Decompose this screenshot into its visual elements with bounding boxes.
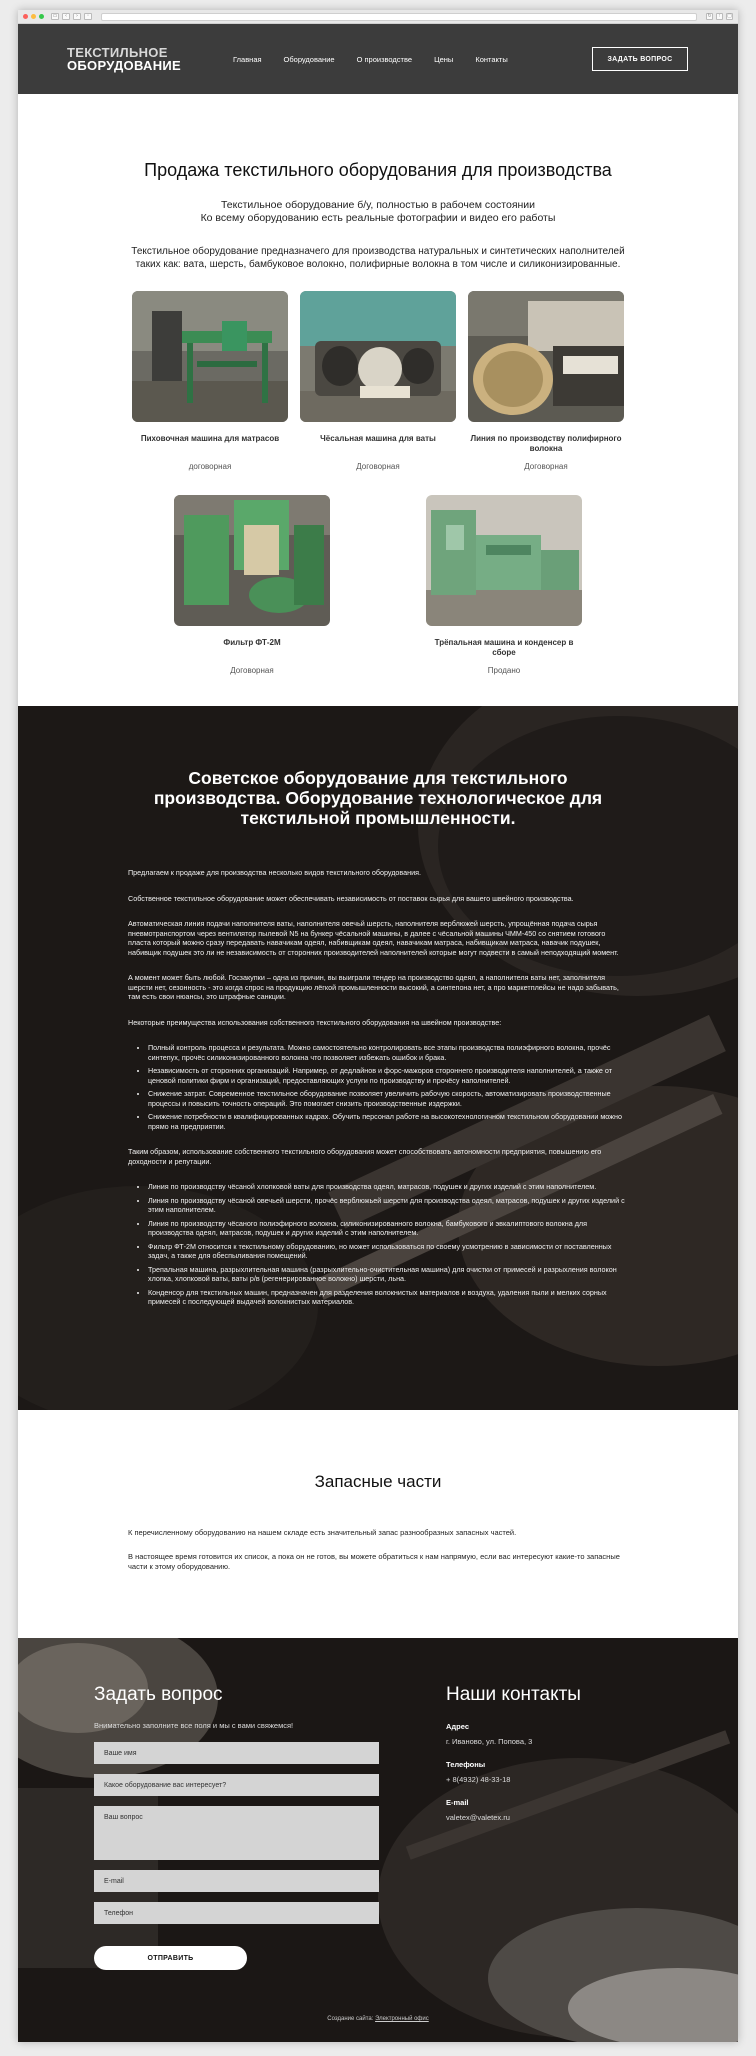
- question-textarea[interactable]: Ваш вопрос: [94, 1806, 379, 1860]
- spare-parts-paragraph: В настоящее время готовится их список, а пока он не готов, вы можете обратиться к нам напрямую, если вас интересуют какие-то запасные части к этому оборудованию.: [128, 1552, 620, 1571]
- browser-toolbar: [18, 10, 738, 24]
- hero-subtitle-line2: Ко всему оборудованию есть реальные фотографии и видео его работы: [200, 212, 556, 224]
- menu-item-home[interactable]: Главная: [233, 54, 262, 64]
- email-label: E-mail: [446, 1798, 469, 1807]
- phone-value[interactable]: + 8(4932) 48-33-18: [446, 1775, 511, 1784]
- product-grid-row1: [18, 291, 738, 471]
- logo-line2: ОБОРУДОВАНИЕ: [67, 58, 181, 73]
- site-header: [18, 24, 738, 94]
- sidebar-icon[interactable]: ▭: [52, 13, 58, 19]
- list-item: • Линия по производству чёсаной овечьей шерсти, прочёс верблюжьей шерсти для производства одеял, матрасов, подушек и других изделий с этим наполнителем.: [148, 1196, 628, 1215]
- product-photo-art: [468, 291, 624, 422]
- email-input[interactable]: E-mail: [94, 1870, 379, 1892]
- shield-icon[interactable]: ◦: [84, 13, 92, 20]
- soviet-title: Советское оборудование для текстильного производства. Оборудование технологическое для текстильной промышленности.: [153, 768, 603, 828]
- question-form: [94, 1684, 379, 1970]
- contacts-title: Наши контакты: [446, 1684, 581, 1705]
- product-price: Продано: [487, 666, 521, 675]
- product-card[interactable]: [426, 495, 582, 675]
- equipment-list: [148, 1182, 628, 1307]
- spare-parts-section: [18, 1410, 738, 1638]
- forward-icon[interactable]: ›: [73, 13, 81, 20]
- product-card[interactable]: [468, 291, 624, 471]
- product-photo-art: [300, 291, 456, 422]
- back-icon[interactable]: ‹: [62, 13, 70, 20]
- phone-label: Телефоны: [446, 1760, 486, 1769]
- list-item: • Фильтр ФТ-2М относится к текстильному оборудованию, но может использоваться по своему усмотрению в зависимости от поставленных задач, а также для обеспыливания помещений.: [148, 1242, 628, 1261]
- product-grid-row2: [18, 495, 738, 675]
- share-icon[interactable]: ↑: [716, 13, 723, 20]
- soviet-paragraph: Собственное текстильное оборудование может обеспечивать независимость от поставок сырья для вашего швейного производства.: [128, 893, 574, 903]
- form-title: Задать вопрос: [94, 1684, 223, 1705]
- menu-item-equipment[interactable]: Оборудование: [283, 54, 335, 64]
- product-name[interactable]: Пиховочная машина для матрасов: [140, 434, 280, 443]
- minimize-dot-icon[interactable]: [31, 14, 36, 19]
- product-name[interactable]: Трёпальная машина и конденсер в сборе: [434, 638, 574, 657]
- soviet-paragraph: Некоторые преимущества использования собственного текстильного оборудования на швейном производстве:: [128, 1017, 502, 1027]
- list-item: • Трепальная машина, разрыхлительная машина (разрыхлительно-очистительная машина) для очистки от примесей и разрыхления волокон хлопка, хлопковой ваты, ваты р/в (регенерированное волокно) шерсти, льна.: [148, 1265, 628, 1284]
- close-dot-icon[interactable]: [23, 14, 28, 19]
- product-price: Договорная: [356, 462, 400, 471]
- page-title: Продажа текстильного оборудования для производства: [144, 160, 612, 180]
- contact-section: [18, 1638, 738, 2042]
- advantages-list: [148, 1043, 628, 1131]
- form-hint: Внимательно заполните все поля и мы с вами свяжемся!: [94, 1721, 294, 1730]
- product-photo-art: [174, 495, 330, 626]
- hero-subtitle-line1: Текстильное оборудование б/у, полностью в рабочем состоянии: [220, 199, 536, 211]
- spare-parts-content: [128, 1528, 628, 1572]
- spare-parts-paragraph: К перечисленному оборудованию на нашем складе есть значительный запас разнообразных запасных частей.: [128, 1528, 517, 1537]
- product-name[interactable]: Фильтр ФТ-2М: [223, 638, 281, 647]
- submit-button[interactable]: ОТПРАВИТЬ: [94, 1946, 247, 1970]
- credit-prefix: Создание сайта:: [327, 2016, 374, 2022]
- soviet-content: [128, 768, 628, 1307]
- spare-parts-title: Запасные части: [314, 1472, 442, 1491]
- equipment-input[interactable]: Какое оборудование вас интересует?: [94, 1774, 379, 1796]
- tabs-icon[interactable]: ▢: [727, 13, 732, 19]
- address-value: г. Иваново, ул. Попова, 3: [446, 1737, 533, 1746]
- soviet-paragraph: Предлагаем к продаже для производства несколько видов текстильного оборудования.: [128, 868, 422, 877]
- list-item: • Независимость от сторонних организаций. Например, от дедлайнов и форс-мажоров стороннего производителя наполнителей, а также от ценовой политики фирм и организаций, предоставляющих услуги по производству и прочёсу наполнителей.: [148, 1066, 628, 1085]
- list-item: • Линия по производству чёсаного полиэфирного волокна, силиконизированного волокна, бамбукового и эвкалиптового волокна для производства одеял, матрасов, подушек и других изделий с этим наполнителем.: [148, 1219, 628, 1238]
- menu-item-prices[interactable]: Цены: [434, 54, 454, 64]
- site-logo[interactable]: [67, 46, 197, 72]
- logo-line1: ТЕКСТИЛЬНОЕ: [67, 45, 168, 60]
- address-bar[interactable]: [101, 13, 697, 21]
- product-photo-art: [426, 495, 582, 626]
- contacts-block: [446, 1684, 646, 1822]
- soviet-paragraph: Таким образом, использование собственного текстильного оборудования может способствовать автономности предприятия, повышению его доходности и репутации.: [128, 1147, 602, 1166]
- product-name[interactable]: Чёсальная машина для ваты: [320, 434, 436, 443]
- soviet-paragraph: Автоматическая линия подачи наполнителя ваты, наполнителя овечьй шерсть, наполнителя верблюжей шерсть, упрощённая подача сырья пневмотранспортом через вентилятор пылевой N5 на бункер чёсальной машины, в далее с чёсальной машины ЧММ-450 со снятием готового пласта который можно сразу передавать навачикам одеял, набивщикам одеял, навачикам матраса, набивщикам матраса, навачик подушек, набивщик подушек это ли не независимость от сторонних производителей наполнителей которые могут подвести в самый неподходящий момент.: [128, 919, 619, 957]
- list-item: • Снижение потребности в квалифицированных кадрах. Обучить персонал работе на высокотехнологичном текстильном оборудовании можно прямо на предприятии.: [148, 1112, 628, 1131]
- product-price: Договорная: [524, 462, 568, 471]
- menu-item-contacts[interactable]: Контакты: [475, 54, 508, 64]
- hero-description: Текстильное оборудование предназначего для производства натуральных и синтетических наполнителей таких как: вата, шерсть, бамбуковое волокно, полифирные волокна в том числе и силиконизированные.: [131, 246, 625, 270]
- product-price: Договорная: [230, 666, 274, 675]
- maximize-dot-icon[interactable]: [39, 14, 44, 19]
- list-item: • Снижение затрат. Современное текстильное оборудование позволяет увеличить рабочую скорость, автоматизировать производственные процессы и повысить точность операций. Это помогает снизить производственные издержки.: [148, 1089, 628, 1108]
- list-item: • Полный контроль процесса и результата. Можно самостоятельно контролировать все этапы производства полиэфирного волокна, прочёс синтепух, прочёс силиконизированного волокна что позволяет избежать ошибок и брака.: [148, 1043, 628, 1062]
- email-value[interactable]: valetex@valetex.ru: [446, 1813, 510, 1822]
- list-item: • Линия по производству чёсаной хлопковой ваты для производства одеял, матрасов, подушек и других изделий с этим наполнителем.: [148, 1182, 628, 1192]
- main-menu: [233, 55, 592, 64]
- browser-window: [18, 10, 738, 2042]
- footer-credit: [18, 2016, 738, 2022]
- hero-subtitle: [18, 199, 738, 225]
- phone-input[interactable]: Телефон: [94, 1902, 379, 1924]
- product-card[interactable]: [300, 291, 456, 471]
- product-photo[interactable]: [174, 495, 330, 626]
- product-card[interactable]: [174, 495, 330, 675]
- product-photo[interactable]: [300, 291, 456, 422]
- product-name[interactable]: Линия по производству полифирного волокна: [470, 434, 622, 453]
- product-photo[interactable]: [468, 291, 624, 422]
- soviet-paragraph: А момент может быть любой. Госзакупки – одна из причин, вы выиграли тендер на производство одеял, а наполнителя ваты нет, заполнителя шерсти нет, сезонность - это когда спрос на продукцию лёгкой промышленности высокий, а синтепона нет, а про маркетплейсы не надо забывать, там есть свои нюансы, это штрафные санкции.: [128, 973, 619, 1001]
- product-photo[interactable]: [132, 291, 288, 422]
- product-photo-art: [132, 291, 288, 422]
- hero-section: [18, 94, 738, 706]
- ask-question-button[interactable]: ЗАДАТЬ ВОПРОС: [592, 47, 688, 71]
- address-label: Адрес: [446, 1722, 470, 1731]
- soviet-equipment-section: [18, 706, 738, 1410]
- product-price: договорная: [188, 462, 232, 471]
- product-photo[interactable]: [426, 495, 582, 626]
- product-card[interactable]: [132, 291, 288, 471]
- credit-link[interactable]: Электронный офис: [375, 2016, 429, 2022]
- name-input[interactable]: Ваше имя: [94, 1742, 379, 1764]
- menu-item-about[interactable]: О производстве: [356, 54, 413, 64]
- reload-icon[interactable]: ↻: [707, 13, 712, 19]
- list-item: • Конденсор для текстильных машин, предназначен для разделения волокнистых материалов и воздуха, удаления пыли и мелких сорных примесей с последующей выдачей волокнистых материалов.: [148, 1288, 628, 1307]
